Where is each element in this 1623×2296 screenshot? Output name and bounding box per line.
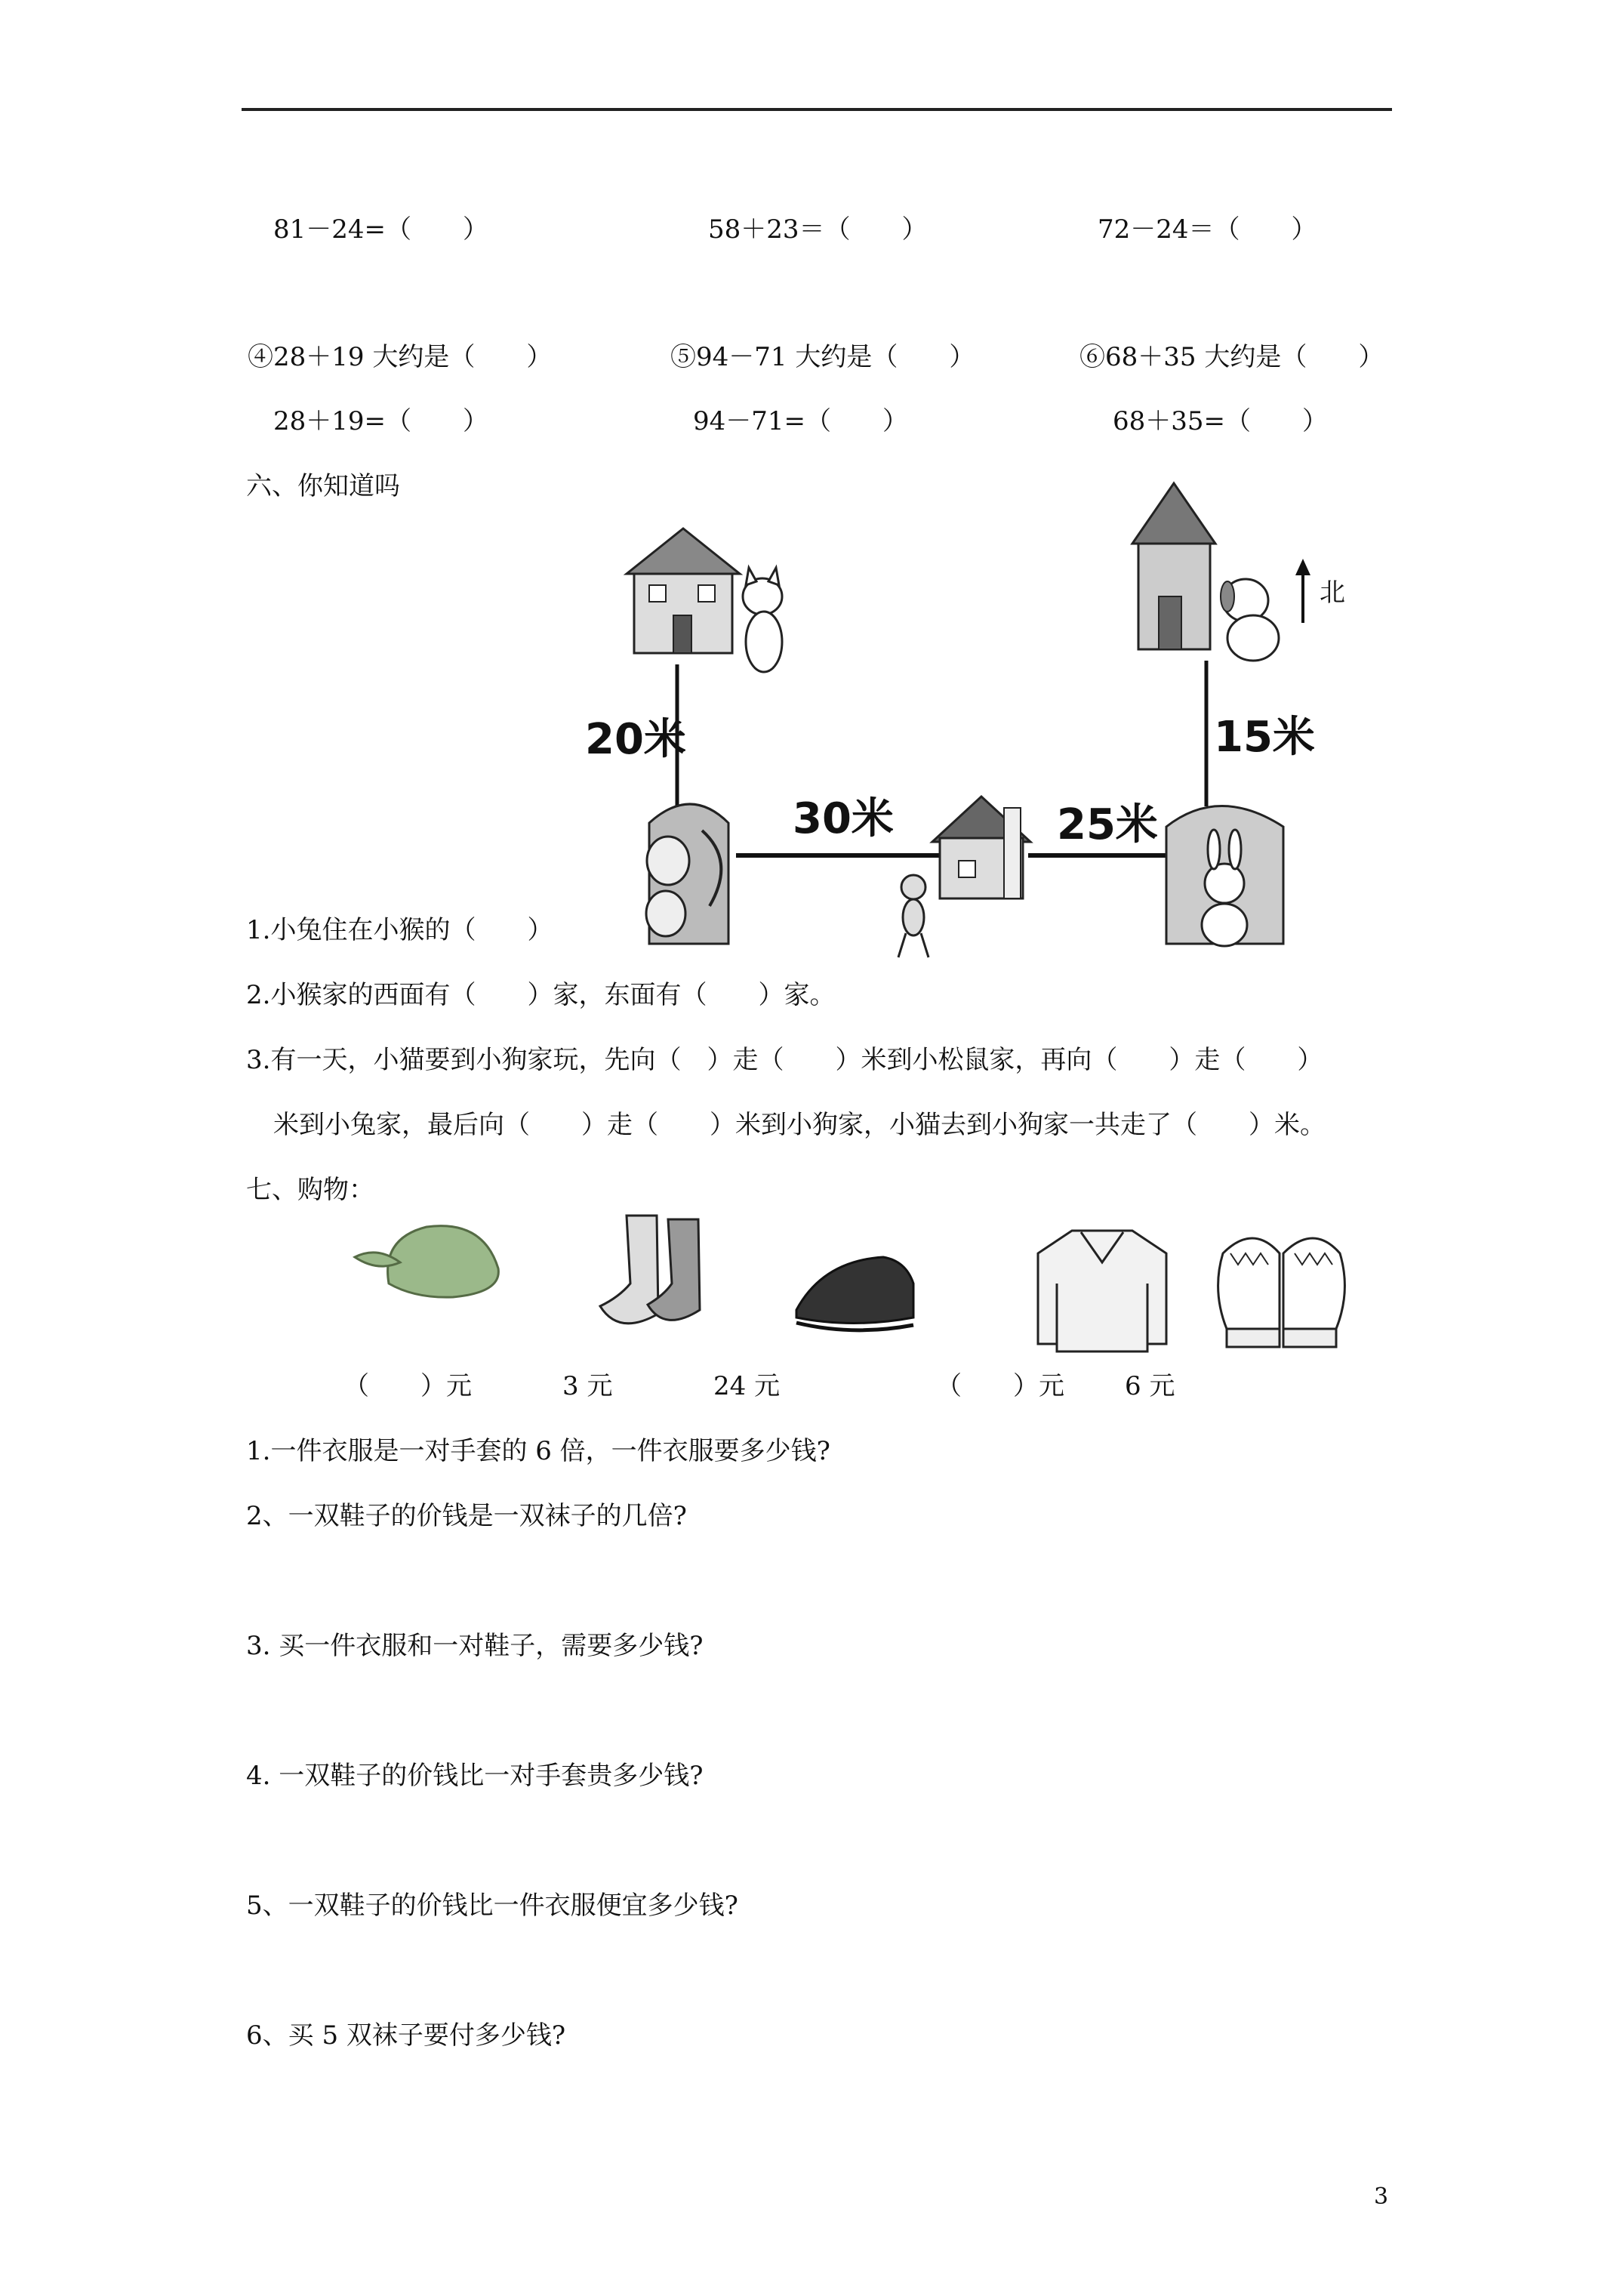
estimate-94-71: ⑤94－71 大约是（ ）: [670, 342, 975, 372]
map-question-3: 3.有一天，小猫要到小狗家玩，先向（ ）走（ ）米到小松鼠家，再向（ ）走（ ）: [246, 1045, 1323, 1075]
calc-68-35: 68＋35=（ ）: [1113, 406, 1329, 436]
socks-icon: [600, 1216, 700, 1324]
shopping-question-1: 1.一件衣服是一对手套的 6 倍，一件衣服要多少钱?: [246, 1436, 830, 1466]
shopping-question-4: 4. 一双鞋子的价钱比一对手套贵多少钱?: [246, 1761, 704, 1791]
distance-label-25m: 25米: [1057, 800, 1158, 849]
north-label: 北: [1320, 578, 1345, 608]
distance-label-30m: 30米: [793, 794, 894, 843]
calc-81-24: 81－24=（ ）: [273, 214, 489, 245]
price-socks: 3 元: [562, 1371, 613, 1401]
section7-title: 七、购物：: [246, 1175, 374, 1205]
calc-94-71: 94－71=（ ）: [693, 406, 909, 436]
estimate-68-35: ⑥68＋35 大约是（ ）: [1079, 342, 1384, 372]
price-sweater: （ ）元: [936, 1371, 1064, 1401]
calc-28-19: 28＋19=（ ）: [273, 406, 489, 436]
price-shoes: 24 元: [713, 1371, 781, 1401]
shopping-question-5: 5、一双鞋子的价钱比一件衣服便宜多少钱?: [246, 1891, 738, 1921]
distance-label-20m: 20米: [585, 715, 686, 764]
calc-58-23: 58＋23＝（ ）: [708, 214, 928, 245]
shopping-question-3: 3. 买一件衣服和一对鞋子，需要多少钱?: [246, 1631, 704, 1661]
map-question-1: 1.小兔住在小猴的（ ）: [246, 915, 553, 945]
distance-label-15m: 15米: [1214, 713, 1315, 762]
shoes-icon: [796, 1257, 913, 1330]
calc-72-24: 72－24＝（ ）: [1098, 214, 1317, 245]
map-question-3-cont: 米到小兔家，最后向（ ）走（ ）米到小狗家，小猫去到小狗家一共走了（ ）米。: [273, 1110, 1326, 1140]
page-number: 3: [1374, 2184, 1389, 2210]
mittens-icon: [1218, 1238, 1345, 1347]
cap-icon: [355, 1226, 498, 1298]
map-question-2: 2.小猴家的西面有（ ）家，东面有（ ）家。: [246, 980, 836, 1010]
estimate-28-19: ④28＋19 大约是（ ）: [248, 342, 553, 372]
sweater-icon: [1038, 1231, 1166, 1351]
price-cap: （ ）元: [343, 1371, 472, 1401]
section6-title: 六、你知道吗: [246, 471, 400, 501]
price-mittens: 6 元: [1125, 1371, 1175, 1401]
shopping-question-6: 6、买 5 双袜子要付多少钱?: [246, 2020, 566, 2051]
shopping-question-2: 2、一双鞋子的价钱是一双袜子的几倍?: [246, 1501, 687, 1531]
